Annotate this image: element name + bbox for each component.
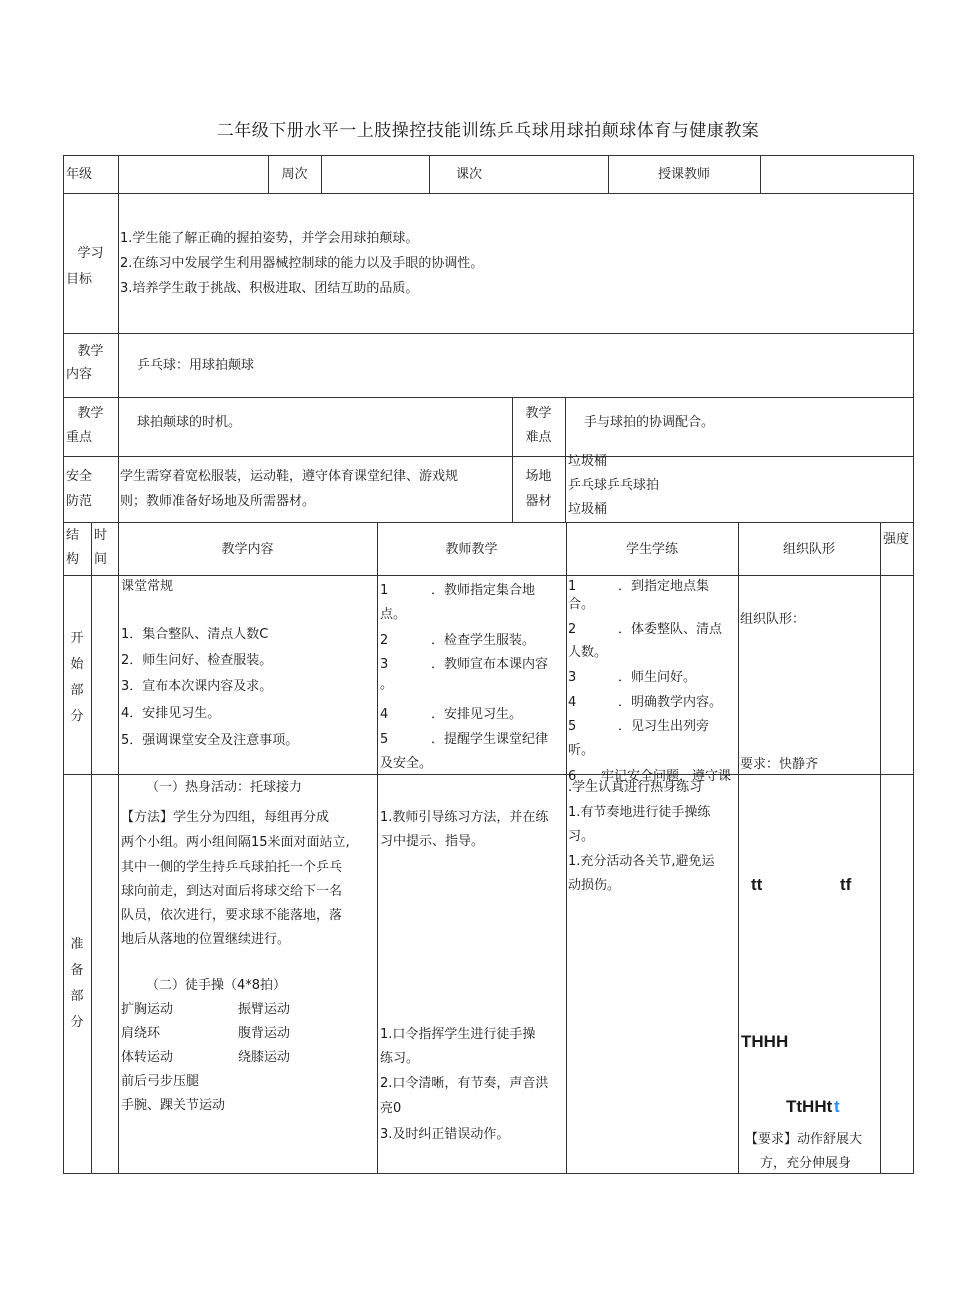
content-label-1: 教学	[77, 344, 104, 359]
grade-label: 年级	[66, 167, 93, 182]
time-header-1: 时	[94, 528, 108, 543]
prep-requirement-line: 方，充分伸展身	[760, 1156, 852, 1171]
formation-mark: t	[834, 1097, 840, 1116]
formation-mark: tt	[751, 875, 763, 894]
exercise-item: 振臂运动	[238, 1002, 291, 1017]
goals-label-1: 学习	[77, 246, 104, 261]
formation-mark: THHH	[741, 1032, 789, 1051]
keypoint-value: 球拍颠球的时机。	[137, 415, 242, 430]
start-content-line: 3．宣布本次课内容及求。	[121, 679, 273, 694]
prep-part-label: 准 备 部 分	[70, 937, 84, 1030]
student-learning-header: 学生学练	[625, 542, 678, 557]
start-content-line: 5．强调课堂安全及注意事项。	[121, 733, 299, 748]
formation-mark: TtHHt	[786, 1097, 833, 1116]
venue-item: 垃圾桶	[568, 502, 608, 517]
safety-label-1: 安全	[66, 469, 93, 484]
exercise-item: 肩绕环	[121, 1026, 161, 1041]
method-line: 地后从落地的位置继续进行。	[121, 932, 291, 947]
goal-item: 2.在练习中发展学生利用器械控制球的能力以及手眼的协调性。	[120, 256, 484, 271]
week-label: 周次	[281, 167, 308, 182]
start-content-line: 4．安排见习生。	[121, 706, 221, 721]
venue-label-1: 场地	[525, 469, 552, 484]
start-organization-label: 组织队形：	[740, 612, 806, 627]
difficulty-label-1: 教学	[525, 406, 552, 421]
structure-header-2: 构	[66, 552, 80, 567]
method-line: 其中一侧的学生持乒乓球拍托一个乒乓	[121, 860, 343, 875]
exercise-item: 绕膝运动	[238, 1050, 291, 1065]
safety-label-2: 防范	[66, 494, 93, 509]
start-content-line: 1．集合整队、清点人数C	[121, 627, 269, 642]
keypoint-label-2: 重点	[66, 430, 93, 445]
document-title: 二年级下册水平一上肢操控技能训练乒乓球用球拍颠球体育与健康教案	[216, 121, 760, 141]
structure-header-1: 结	[66, 528, 80, 543]
venue-label-2: 器材	[525, 494, 552, 509]
goal-item: 3.培养学生敢于挑战、积极进取、团结互助的品质。	[120, 281, 419, 296]
method-line: 两个小组。两小组间隔15米面对面站立,	[121, 835, 350, 850]
exercise-item: 腹背运动	[238, 1026, 291, 1041]
teacher-label: 授课教师	[657, 167, 710, 182]
exercise-title: （二）徒手操（4*8拍）	[146, 978, 287, 993]
goal-item: 1.学生能了解正确的握拍姿势，并学会用球拍颠球。	[120, 231, 419, 246]
intensity-header: 强度	[883, 532, 910, 547]
venue-item: 乒乓球乒乓球拍	[568, 478, 660, 493]
start-student: 1 ．到指定地点集 合。 2 ．体委整队、清点 人数。 3 ．师生问好。 4 ．明确教学内容。 5 ．见习生出列旁 听。 6 ．牢记安全问题，遵守课	[568, 579, 732, 784]
organization-header: 组织队形	[782, 542, 835, 557]
content-label-2: 内容	[66, 367, 93, 382]
goals-label-2: 目标	[66, 272, 93, 287]
teacher-teaching-header: 教师教学	[445, 542, 498, 557]
start-part-label: 开 始 部 分	[70, 631, 84, 724]
start-teacher: 1 ．教师指定集合地 点。 2 ．检查学生服装。 3 ．教师宣布本课内容 。 4 ．安排见习生。 5 ．提醒学生课堂纪律 及安全。	[380, 583, 549, 771]
exercise-item: 手腕、踝关节运动	[121, 1098, 226, 1113]
exercise-item: 前后弓步压腿	[121, 1074, 200, 1089]
start-content-line: 2．师生问好、检查服装。	[121, 653, 273, 668]
exercise-item: 扩胸运动	[121, 1002, 174, 1017]
difficulty-value: 手与球拍的协调配合。	[584, 415, 715, 430]
method-line: 队员，依次进行，要求球不能落地，落	[121, 908, 343, 923]
safety-line: 学生需穿着宽松服装，运动鞋，遵守体育课堂纪律、游戏规	[120, 469, 459, 484]
method-line: 球向前走，到达对面后将球交给下一名	[121, 884, 343, 899]
venue-item: 垃圾桶	[568, 454, 608, 469]
start-content-line: 课堂常规	[121, 579, 174, 594]
exercise-item: 体转运动	[121, 1050, 174, 1065]
difficulty-label-2: 难点	[525, 430, 552, 445]
prep-requirement-line: 【要求】动作舒展大	[745, 1132, 863, 1147]
lesson-label: 课次	[455, 167, 482, 182]
time-header-2: 间	[94, 552, 108, 567]
warmup-title: （一）热身活动：托球接力	[146, 780, 303, 795]
start-organization-requirement: 要求：快静齐	[740, 757, 819, 772]
formation-mark: tf	[840, 875, 852, 894]
content-value: 乒乓球：用球拍颠球	[137, 358, 255, 373]
teaching-content-header: 教学内容	[221, 542, 274, 557]
safety-line: 则；教师准备好场地及所需器材。	[120, 494, 316, 509]
method-line: 【方法】学生分为四组，每组再分成	[121, 810, 330, 825]
keypoint-label-1: 教学	[77, 406, 104, 421]
